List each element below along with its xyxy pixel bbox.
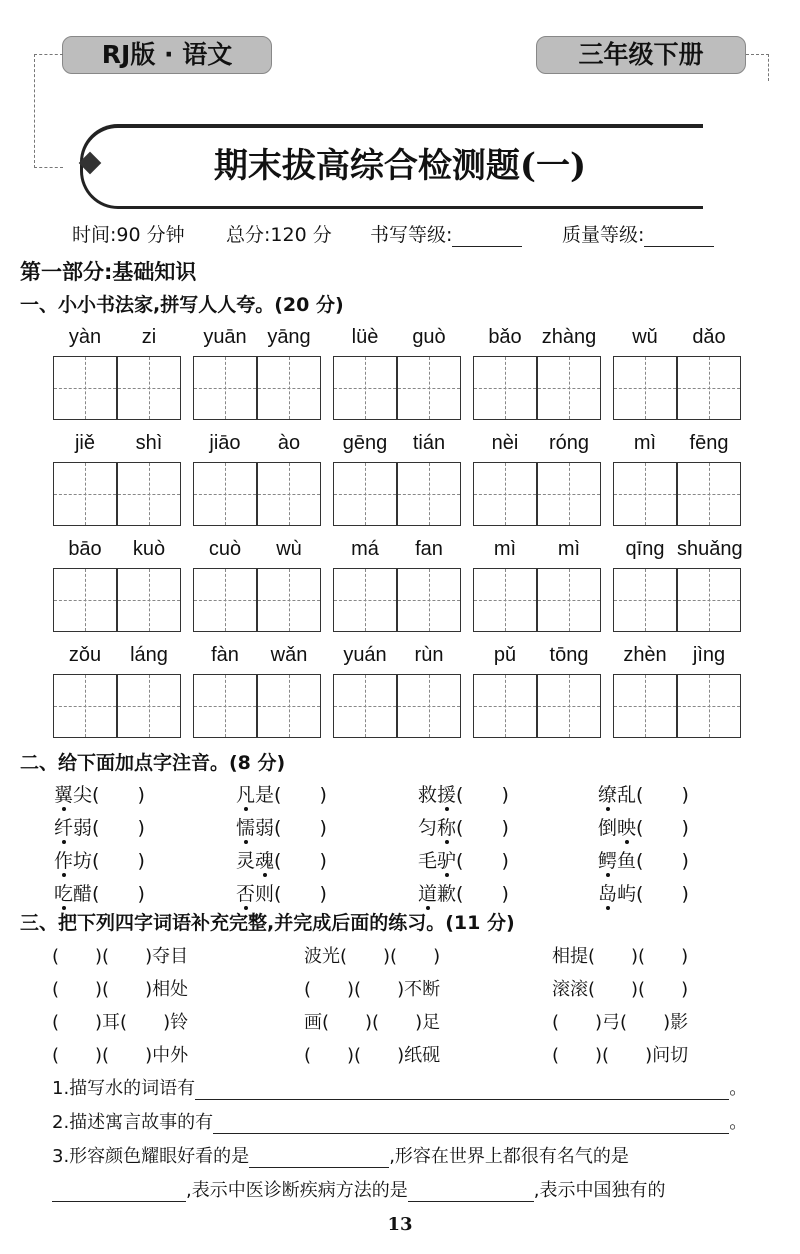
answer-parentheses[interactable]: ( ) [636, 784, 689, 806]
pinyin-label: róng [548, 432, 590, 454]
answer-parentheses[interactable]: ( ) [274, 784, 327, 806]
answer-parentheses[interactable]: ( ) [636, 817, 689, 839]
pinyin-label: wǔ [632, 326, 658, 348]
word-text: 凡是 [236, 784, 274, 806]
word-text: 懦弱 [236, 817, 274, 839]
word-text: 翼尖 [54, 784, 92, 806]
answer-parentheses[interactable]: ( ) [92, 784, 145, 806]
pronunciation-item [598, 879, 689, 906]
word-text: 匀称 [418, 817, 456, 839]
idiom-blank[interactable]: ( )弓( )影 [552, 1012, 689, 1033]
word-text: 道歉 [418, 883, 456, 905]
pinyin-label: tōng [549, 644, 589, 666]
answer-line-3b[interactable] [52, 1183, 186, 1202]
writing-cells[interactable] [333, 462, 461, 526]
idiom-blank[interactable]: 相提( )( ) [552, 946, 689, 967]
pinyin-label: yàn [68, 326, 102, 348]
writing-cells[interactable] [333, 568, 461, 632]
time-info: 时间:90 分钟 [72, 224, 185, 246]
answer-parentheses[interactable]: ( ) [456, 883, 509, 905]
idiom-blank[interactable]: 画( )( )足 [304, 1012, 441, 1033]
idiom-blank[interactable]: ( )( )问切 [552, 1045, 689, 1066]
writing-cells[interactable] [613, 568, 741, 632]
pinyin-label: bǎo [488, 326, 522, 348]
pinyin-label: jiāo [209, 432, 241, 454]
idiom-blank[interactable]: ( )耳( )铃 [52, 1012, 189, 1033]
word-text: 倒映 [598, 817, 636, 839]
quality-grade: 质量等级: [562, 220, 714, 247]
pinyin-label: wǎn [270, 644, 308, 666]
writing-grade: 书写等级: [370, 220, 522, 247]
pinyin-label: guò [412, 326, 446, 348]
idiom-blank[interactable]: ( )( )不断 [304, 979, 441, 1000]
pinyin-label: shì [135, 432, 163, 454]
word-text: 否则 [236, 883, 274, 905]
pinyin-label: yuān [203, 326, 247, 348]
pinyin-label: rùn [414, 644, 444, 666]
pinyin-label: má [351, 538, 379, 560]
pronunciation-item [598, 780, 689, 807]
pronunciation-item [54, 879, 145, 906]
pinyin-label: jìng [692, 644, 726, 666]
pinyin-label: ào [277, 432, 301, 454]
pronunciation-item [236, 879, 327, 906]
answer-parentheses[interactable]: ( ) [456, 850, 509, 872]
writing-cells[interactable] [473, 568, 601, 632]
pinyin-label: láng [130, 644, 168, 666]
pinyin-label: zi [141, 326, 157, 348]
pinyin-label: fan [415, 538, 443, 560]
pronunciation-item [598, 846, 689, 873]
question-3-cont: ,表示中医诊断疾病方法的是 ,表示中国独有的 [52, 1176, 665, 1202]
pinyin-label: jiě [74, 432, 95, 454]
writing-cells[interactable] [613, 462, 741, 526]
grade-tag: 三年级下册 [536, 36, 746, 74]
word-text: 纤弱 [54, 817, 92, 839]
question-1: 1.描写水的词语有 。 [52, 1078, 748, 1099]
answer-parentheses[interactable]: ( ) [274, 817, 327, 839]
writing-cells[interactable] [333, 674, 461, 738]
idiom-blank[interactable]: ( )( )夺目 [52, 946, 189, 967]
pinyin-label: dǎo [692, 326, 726, 348]
page-title: 期末拔高综合检测题(一) [213, 146, 587, 186]
question-3: 3.形容颜色耀眼好看的是 ,形容在世界上都很有名气的是 [52, 1146, 629, 1167]
pinyin-label: zhàng [541, 326, 597, 348]
pinyin-label: zǒu [68, 644, 102, 666]
pronunciation-item [54, 846, 145, 873]
word-text: 毛驴 [418, 850, 456, 872]
answer-line-2[interactable] [213, 1115, 729, 1134]
pronunciation-item [236, 846, 327, 873]
pinyin-label: mì [557, 538, 581, 560]
pinyin-label: fàn [211, 644, 239, 666]
answer-line-3a[interactable] [249, 1149, 389, 1168]
pinyin-label: mì [633, 432, 657, 454]
pronunciation-item [418, 879, 509, 906]
pronunciation-item [236, 813, 327, 840]
writing-cells[interactable] [53, 674, 181, 738]
word-text: 岛屿 [598, 883, 636, 905]
answer-parentheses[interactable]: ( ) [92, 850, 145, 872]
dash-line-right [746, 54, 769, 81]
answer-parentheses[interactable]: ( ) [456, 817, 509, 839]
pinyin-label: qīng [625, 538, 665, 560]
pronunciation-item [418, 780, 509, 807]
word-text: 吃醋 [54, 883, 92, 905]
writing-cells[interactable] [333, 356, 461, 420]
pinyin-label: gēng [342, 432, 388, 454]
word-text: 鳄鱼 [598, 850, 636, 872]
word-text: 作坊 [54, 850, 92, 872]
writing-cells[interactable] [53, 356, 181, 420]
answer-line-3c[interactable] [408, 1183, 534, 1202]
answer-parentheses[interactable]: ( ) [92, 883, 145, 905]
writing-cells[interactable] [193, 674, 321, 738]
writing-cells[interactable] [473, 356, 601, 420]
idiom-blank[interactable]: ( )( )纸砚 [304, 1045, 441, 1066]
writing-cells[interactable] [193, 356, 321, 420]
pinyin-label: nèi [491, 432, 519, 454]
answer-parentheses[interactable]: ( ) [274, 850, 327, 872]
pinyin-label: lüè [351, 326, 379, 348]
dash-line-left [34, 54, 63, 168]
pinyin-label: zhèn [623, 644, 667, 666]
pinyin-label: tián [412, 432, 446, 454]
writing-cells[interactable] [473, 674, 601, 738]
pronunciation-item [418, 846, 509, 873]
pronunciation-item [236, 780, 327, 807]
pinyin-label: bāo [68, 538, 102, 560]
pinyin-label: yāng [267, 326, 311, 348]
pinyin-label: fēng [689, 432, 729, 454]
answer-parentheses[interactable]: ( ) [92, 817, 145, 839]
section1-heading: 一、小小书法家,拼写人人夸。(20 分) [20, 294, 344, 316]
section2-heading: 二、给下面加点字注音。(8 分) [20, 752, 286, 774]
pronunciation-item [418, 813, 509, 840]
answer-parentheses[interactable]: ( ) [274, 883, 327, 905]
writing-cells[interactable] [613, 674, 741, 738]
pinyin-label: yuán [343, 644, 387, 666]
pinyin-label: wù [276, 538, 302, 560]
writing-cells[interactable] [613, 356, 741, 420]
word-text: 救援 [418, 784, 456, 806]
writing-cells[interactable] [473, 462, 601, 526]
section3-heading: 三、把下列四字词语补充完整,并完成后面的练习。(11 分) [20, 912, 515, 934]
writing-cells[interactable] [53, 462, 181, 526]
idiom-blank[interactable]: ( )( )中外 [52, 1045, 189, 1066]
pronunciation-item [598, 813, 689, 840]
word-text: 灵魂 [236, 850, 274, 872]
writing-cells[interactable] [53, 568, 181, 632]
idiom-blank[interactable]: 滚滚( )( ) [552, 979, 689, 1000]
answer-parentheses[interactable]: ( ) [636, 850, 689, 872]
idiom-blank[interactable]: 波光( )( ) [304, 946, 441, 967]
pronunciation-item [54, 780, 145, 807]
part-heading: 第一部分:基础知识 [20, 260, 197, 284]
pronunciation-item [54, 813, 145, 840]
answer-parentheses[interactable]: ( ) [456, 784, 509, 806]
word-text: 缭乱 [598, 784, 636, 806]
subject-tag: RJ版 · 语文 [62, 36, 272, 74]
pinyin-label: pǔ [493, 644, 517, 666]
pinyin-label: mì [493, 538, 517, 560]
answer-parentheses[interactable]: ( ) [636, 883, 689, 905]
answer-line-1[interactable] [195, 1081, 729, 1100]
pinyin-label: cuò [208, 538, 242, 560]
pinyin-label: kuò [132, 538, 166, 560]
page-number: 13 [387, 1214, 413, 1235]
score-info: 总分:120 分 [226, 224, 332, 246]
question-2: 2.描述寓言故事的有 。 [52, 1112, 748, 1133]
pinyin-label: shuǎng [677, 538, 743, 560]
idiom-blank[interactable]: ( )( )相处 [52, 979, 189, 1000]
writing-cells[interactable] [193, 568, 321, 632]
writing-cells[interactable] [193, 462, 321, 526]
